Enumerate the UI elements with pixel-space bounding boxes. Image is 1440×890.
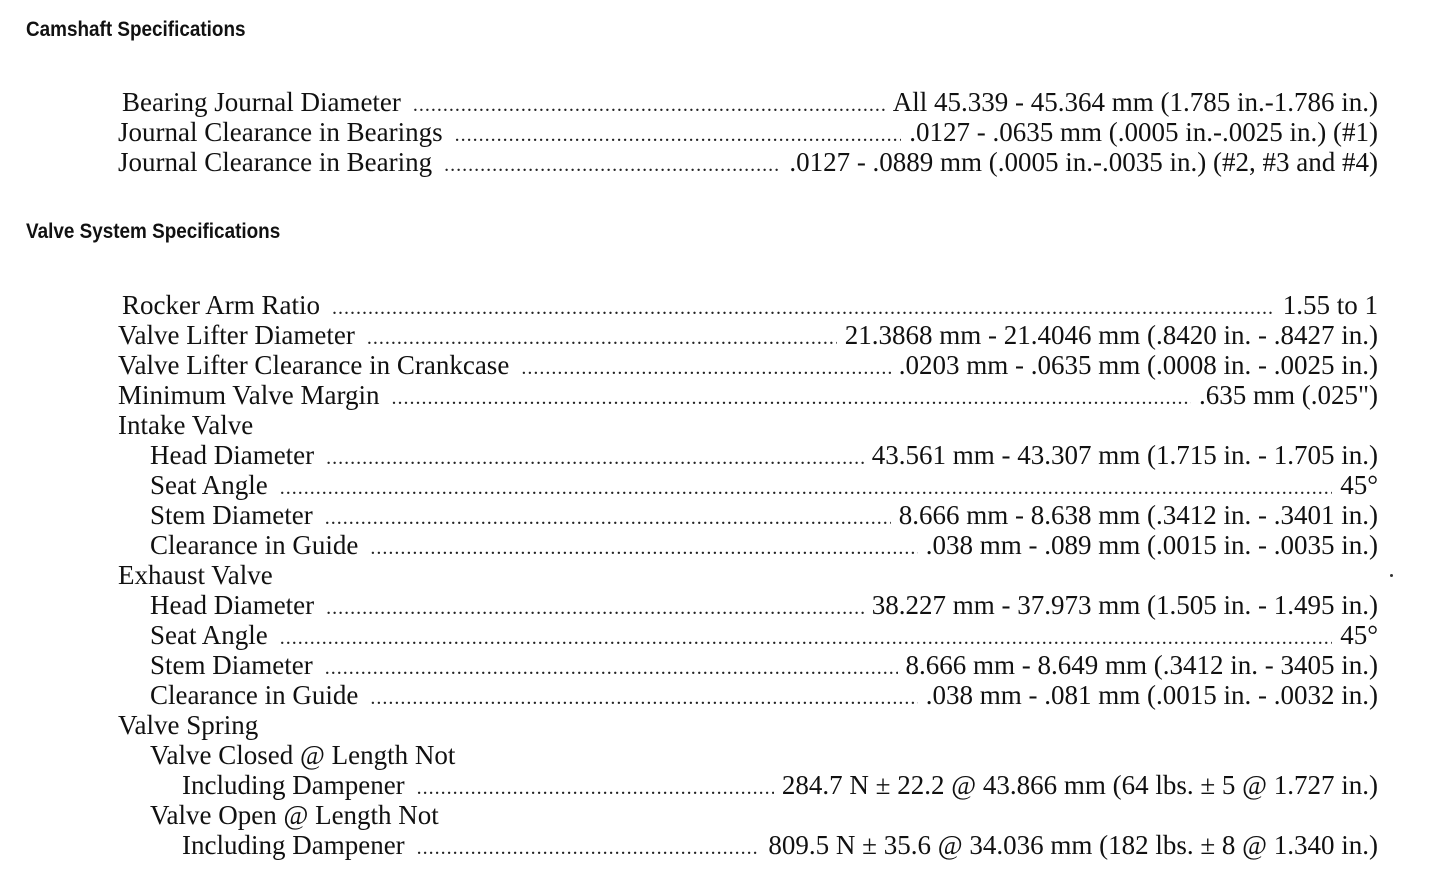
- spec-label: Bearing Journal Diameter: [122, 87, 401, 117]
- spec-row-journal-clearance-bearings: [118, 117, 1378, 147]
- dot-leader: [326, 593, 864, 623]
- spec-label: Seat Angle: [150, 620, 268, 650]
- spec-label: Head Diameter: [150, 590, 315, 620]
- spec-subgroup-valve-open: [118, 800, 1378, 830]
- dot-leader: [413, 90, 885, 120]
- dot-leader: [367, 323, 837, 353]
- spec-value: .0127 - .0889 mm (.0005 in.-.0035 in.) (#2, #3 and #4): [789, 147, 1378, 177]
- spec-value: 45°: [1340, 620, 1378, 650]
- spec-group-label: Intake Valve: [118, 410, 254, 440]
- spec-group-intake-valve: [118, 410, 1378, 440]
- spec-label: Valve Lifter Clearance in Crankcase: [118, 350, 510, 380]
- spec-label: Journal Clearance in Bearing: [118, 147, 433, 177]
- spec-label: Stem Diameter: [150, 500, 313, 530]
- spec-label: Seat Angle: [150, 470, 268, 500]
- dot-leader: [392, 383, 1191, 413]
- spec-row-valve-open-dampener: [118, 830, 1378, 860]
- spec-row-valve-lifter-diameter: [118, 320, 1378, 350]
- spec-value: 43.561 mm - 43.307 mm (1.715 in. - 1.705 in.): [871, 440, 1378, 470]
- spec-row-exhaust-seat-angle: [118, 620, 1378, 650]
- spec-label: Stem Diameter: [150, 650, 313, 680]
- spec-row-journal-clearance-bearing: [118, 147, 1378, 177]
- spec-label: Clearance in Guide: [150, 680, 359, 710]
- camshaft-section-title: Camshaft Specifications: [26, 18, 246, 41]
- spec-group-exhaust-valve: [118, 560, 1378, 590]
- valve-system-spec-list: [118, 290, 1378, 860]
- spec-row-exhaust-clearance-guide: [118, 680, 1378, 710]
- spec-row-intake-head-diameter: [118, 440, 1378, 470]
- spec-value: All 45.339 - 45.364 mm (1.785 in.-1.786 in.): [892, 87, 1378, 117]
- spec-row-intake-seat-angle: [118, 470, 1378, 500]
- dot-leader: [326, 443, 864, 473]
- spec-value: .0127 - .0635 mm (.0005 in.-.0025 in.) (#1): [909, 117, 1378, 147]
- dot-leader: [521, 353, 890, 383]
- spec-row-exhaust-head-diameter: [118, 590, 1378, 620]
- dot-leader: [325, 503, 891, 533]
- dot-leader: [332, 293, 1275, 323]
- spec-label: Valve Lifter Diameter: [118, 320, 355, 350]
- stray-mark: [1390, 574, 1393, 577]
- dot-leader: [280, 623, 1332, 653]
- spec-value: 8.666 mm - 8.638 mm (.3412 in. - .3401 in.): [898, 500, 1378, 530]
- spec-subgroup-valve-closed: [118, 740, 1378, 770]
- spec-row-minimum-valve-margin: [118, 380, 1378, 410]
- spec-group-label: Valve Spring: [118, 710, 259, 740]
- spec-value: 1.55 to 1: [1282, 290, 1378, 320]
- spec-label: Rocker Arm Ratio: [122, 290, 320, 320]
- spec-row-exhaust-stem-diameter: [118, 650, 1378, 680]
- spec-row-valve-lifter-clearance: [118, 350, 1378, 380]
- spec-value: .0203 mm - .0635 mm (.0008 in. - .0025 in.): [898, 350, 1378, 380]
- dot-leader: [370, 533, 917, 563]
- spec-subgroup-label: Valve Open @ Length Not: [150, 800, 439, 830]
- spec-group-label: Exhaust Valve: [118, 560, 273, 590]
- spec-label: Clearance in Guide: [150, 530, 359, 560]
- spec-value: 809.5 N ± 35.6 @ 34.036 mm (182 lbs. ± 8 @ 1.340 in.): [768, 830, 1378, 860]
- spec-value: 45°: [1340, 470, 1378, 500]
- spec-label: Journal Clearance in Bearings: [118, 117, 443, 147]
- spec-label: Head Diameter: [150, 440, 315, 470]
- spec-row-intake-clearance-guide: [118, 530, 1378, 560]
- spec-row-valve-closed-dampener: [118, 770, 1378, 800]
- camshaft-spec-list: [118, 87, 1378, 177]
- dot-leader: [325, 653, 898, 683]
- dot-leader: [455, 120, 902, 150]
- spec-group-valve-spring: [118, 710, 1378, 740]
- spec-row-intake-stem-diameter: [118, 500, 1378, 530]
- spec-value: 8.666 mm - 8.649 mm (.3412 in. - 3405 in.): [905, 650, 1378, 680]
- spec-label: Including Dampener: [182, 830, 405, 860]
- spec-value: 38.227 mm - 37.973 mm (1.505 in. - 1.495 in.): [871, 590, 1378, 620]
- spec-label: Including Dampener: [182, 770, 405, 800]
- spec-value: .038 mm - .089 mm (.0015 in. - .0035 in.): [925, 530, 1378, 560]
- dot-leader: [417, 773, 774, 803]
- spec-label: Minimum Valve Margin: [118, 380, 380, 410]
- spec-value: 21.3868 mm - 21.4046 mm (.8420 in. - .8427 in.): [844, 320, 1378, 350]
- spec-subgroup-label: Valve Closed @ Length Not: [150, 740, 456, 770]
- spec-row-rocker-arm-ratio: [118, 290, 1378, 320]
- dot-leader: [417, 833, 761, 863]
- dot-leader: [280, 473, 1332, 503]
- spec-value: 284.7 N ± 22.2 @ 43.866 mm (64 lbs. ± 5 @ 1.727 in.): [781, 770, 1378, 800]
- valve-system-section-title: Valve System Specifications: [26, 220, 281, 243]
- dot-leader: [370, 683, 917, 713]
- spec-value: .635 mm (.025"): [1198, 380, 1378, 410]
- spec-row-bearing-journal-diameter: [118, 87, 1378, 117]
- spec-value: .038 mm - .081 mm (.0015 in. - .0032 in.): [925, 680, 1378, 710]
- dot-leader: [444, 150, 781, 180]
